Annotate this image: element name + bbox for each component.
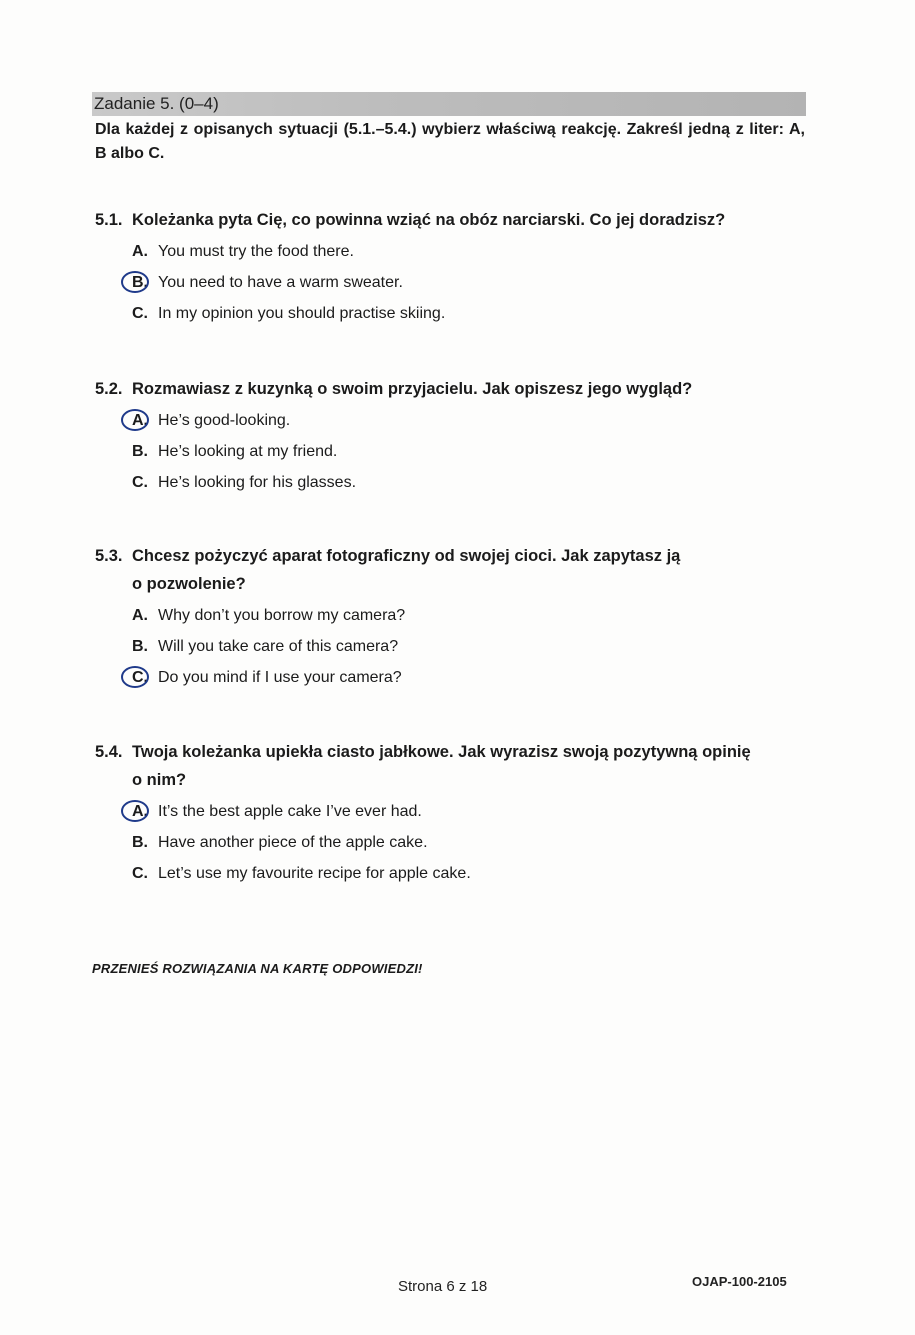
option-a[interactable] xyxy=(95,796,795,827)
question-text: Twoja koleżanka upiekła ciasto jabłkowe. Jak wyrazisz swoją pozytywną opinię xyxy=(132,743,751,761)
option-c[interactable] xyxy=(95,467,795,498)
task-title: Zadanie 5. (0–4) xyxy=(94,94,219,113)
option-a[interactable] xyxy=(95,405,795,436)
option-text: Have another piece of the apple cake. xyxy=(158,834,428,851)
option-b[interactable] xyxy=(95,631,795,662)
answer-options xyxy=(95,236,795,329)
option-text: Let’s use my favourite recipe for apple cake. xyxy=(158,865,471,882)
option-text: Do you mind if I use your camera? xyxy=(158,669,402,686)
selected-circle-mark xyxy=(121,271,149,293)
question-5-4 xyxy=(95,738,795,889)
option-c[interactable] xyxy=(95,298,795,329)
transfer-answers-note: PRZENIEŚ ROZWIĄZANIA NA KARTĘ ODPOWIEDZI! xyxy=(92,961,423,976)
option-b[interactable] xyxy=(95,827,795,858)
option-text: Will you take care of this camera? xyxy=(158,638,399,655)
question-number: 5.1. xyxy=(95,211,123,229)
option-text: You must try the food there. xyxy=(158,243,354,260)
question-number: 5.3. xyxy=(95,547,123,565)
selected-circle-mark xyxy=(121,800,149,822)
question-5-2 xyxy=(95,375,795,498)
answer-options xyxy=(95,796,795,889)
option-letter: C. xyxy=(132,305,148,322)
question-text: Koleżanka pyta Cię, co powinna wziąć na obóz narciarski. Co jej doradzisz? xyxy=(132,211,726,229)
question-number: 5.2. xyxy=(95,380,123,398)
option-letter: B. xyxy=(132,834,148,851)
option-letter: B. xyxy=(132,274,148,291)
option-letter: A. xyxy=(132,803,148,820)
option-c[interactable] xyxy=(95,858,795,889)
option-text: It’s the best apple cake I’ve ever had. xyxy=(158,803,422,820)
question-text-continued: o nim? xyxy=(132,771,187,789)
task-header-bar xyxy=(92,92,806,116)
option-text: He’s looking for his glasses. xyxy=(158,474,357,491)
option-letter: A. xyxy=(132,607,148,624)
option-text: You need to have a warm sweater. xyxy=(158,274,403,291)
answer-options xyxy=(95,600,795,693)
option-a[interactable] xyxy=(95,600,795,631)
option-letter: C. xyxy=(132,669,148,686)
option-text: In my opinion you should practise skiing. xyxy=(158,305,446,322)
question-number: 5.4. xyxy=(95,743,123,761)
answer-options xyxy=(95,405,795,498)
option-b[interactable] xyxy=(95,267,795,298)
option-c[interactable] xyxy=(95,662,795,693)
option-letter: B. xyxy=(132,638,148,655)
option-a[interactable] xyxy=(95,236,795,267)
question-text: Rozmawiasz z kuzynką o swoim przyjacielu. Jak opiszesz jego wygląd? xyxy=(132,380,693,398)
option-letter: C. xyxy=(132,474,148,491)
option-text: Why don’t you borrow my camera? xyxy=(158,607,406,624)
question-5-1 xyxy=(95,206,795,329)
task-instruction: Dla każdej z opisanych sytuacji (5.1.–5.4.) wybierz właściwą reakcję. Zakreśl jedną z liter: A, B albo C. xyxy=(95,121,805,162)
option-text: He’s good-looking. xyxy=(158,412,291,429)
exam-code: OJAP-100-2105 xyxy=(692,1274,787,1289)
option-b[interactable] xyxy=(95,436,795,467)
option-text: He’s looking at my friend. xyxy=(158,443,338,460)
selected-circle-mark xyxy=(121,409,149,431)
question-5-3 xyxy=(95,542,795,693)
option-letter: A. xyxy=(132,412,148,429)
page-number: Strona 6 z 18 xyxy=(398,1278,488,1295)
option-letter: A. xyxy=(132,243,148,260)
option-letter: B. xyxy=(132,443,148,460)
question-text: Chcesz pożyczyć aparat fotograficzny od swojej cioci. Jak zapytasz ją xyxy=(132,547,681,565)
selected-circle-mark xyxy=(121,666,149,688)
option-letter: C. xyxy=(132,865,148,882)
question-text-continued: o pozwolenie? xyxy=(132,575,246,593)
